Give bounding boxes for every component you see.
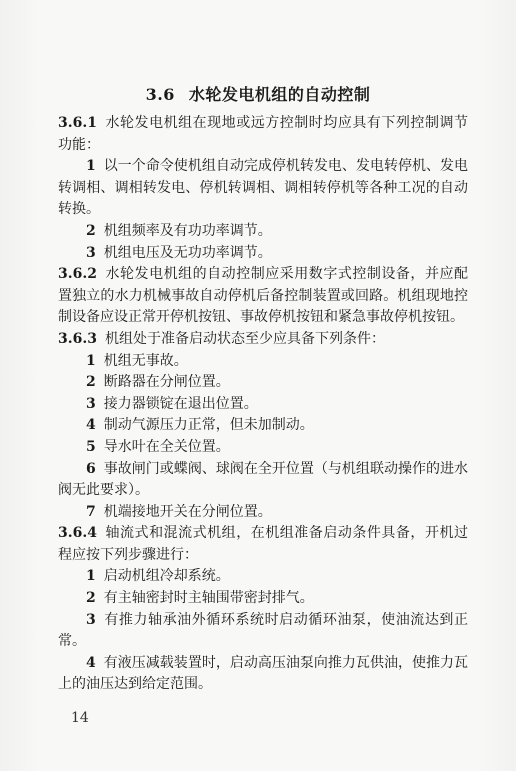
clause	[58, 113, 468, 156]
document-body	[58, 113, 468, 696]
item-text: 有液压减载装置时，启动高压油泵向推力瓦供油，使推力瓦上的油压达到给定范围。	[58, 654, 468, 693]
item-text: 机组无事故。	[103, 352, 188, 369]
clause	[58, 264, 468, 329]
list-item	[58, 459, 468, 502]
list-item	[58, 588, 468, 610]
item-text: 机组电压及无功功率调节。	[103, 244, 272, 261]
list-item	[58, 653, 468, 696]
list-item	[58, 156, 468, 221]
clause-text: 水轮发电机组的自动控制应采用数字式控制设备，并应配置独立的水力机械事故自动停机后备控制装置或回路。机组现地控制设备应设正常开停机按钮、事故停机按钮和紧急事故停机按钮。	[58, 266, 468, 326]
item-number: 4	[86, 654, 96, 671]
item-text: 有主轴密封时主轴围带密封排气。	[103, 590, 314, 607]
section-title	[0, 82, 516, 105]
list-item	[58, 437, 468, 459]
item-number: 7	[86, 503, 96, 520]
list-item	[58, 372, 468, 394]
clause-number: 3.6.4	[58, 525, 97, 542]
item-text: 断路器在分闸位置。	[103, 374, 230, 391]
item-number: 3	[86, 244, 96, 261]
list-item	[58, 610, 468, 653]
item-text: 以一个命令使机组自动完成停机转发电、发电转停机、发电转调相、调相转发电、停机转调相、调相转停机等各种工况的自动转换。	[58, 158, 468, 218]
item-text: 制动气源压力正常，但未加制动。	[103, 417, 314, 434]
clause	[58, 329, 468, 351]
list-item	[58, 243, 468, 265]
clause-number: 3.6.1	[58, 115, 97, 131]
item-text: 导水叶在全关位置。	[103, 438, 230, 455]
item-text: 有推力轴承油外循环系统时启动循环油泵，使油流达到正常。	[58, 611, 468, 650]
item-number: 2	[86, 374, 96, 391]
item-number: 3	[86, 611, 96, 628]
clause-number: 3.6.2	[58, 266, 97, 283]
item-number: 2	[86, 222, 96, 239]
item-text: 机端接地开关在分闸位置。	[103, 503, 272, 520]
clause-text: 机组处于准备启动状态至少应具备下列条件：	[104, 330, 385, 347]
section-title-text: 水轮发电机组的自动控制	[188, 85, 371, 104]
clause-text: 水轮发电机组在现地或远方控制时均应具有下列控制调节功能：	[58, 115, 468, 153]
item-text: 机组频率及有功功率调节。	[103, 222, 272, 239]
item-text: 启动机组冷却系统。	[103, 568, 230, 585]
clause-number: 3.6.3	[58, 330, 97, 347]
list-item	[58, 351, 468, 373]
list-item	[58, 394, 468, 416]
item-number: 1	[86, 568, 96, 585]
item-number: 1	[86, 158, 96, 175]
item-number: 3	[86, 395, 96, 412]
item-text: 事故闸门或蝶阀、球阀在全开位置（与机组联动操作的进水阀无此要求）。	[58, 460, 468, 499]
list-item	[58, 502, 468, 524]
item-number: 4	[86, 417, 96, 434]
item-text: 接力器锁锭在退出位置。	[103, 395, 258, 412]
clause	[58, 523, 468, 566]
item-number: 2	[86, 590, 96, 607]
clause-text: 轴流式和混流式机组，在机组准备启动条件具备，开机过程应按下列步骤进行：	[58, 525, 468, 563]
page-number: 14	[71, 710, 89, 726]
item-number: 6	[86, 460, 96, 477]
section-number: 3.6	[145, 85, 175, 104]
item-number: 5	[86, 438, 96, 455]
list-item	[58, 566, 468, 588]
list-item	[58, 221, 468, 243]
list-item	[58, 415, 468, 437]
item-number: 1	[86, 352, 96, 369]
